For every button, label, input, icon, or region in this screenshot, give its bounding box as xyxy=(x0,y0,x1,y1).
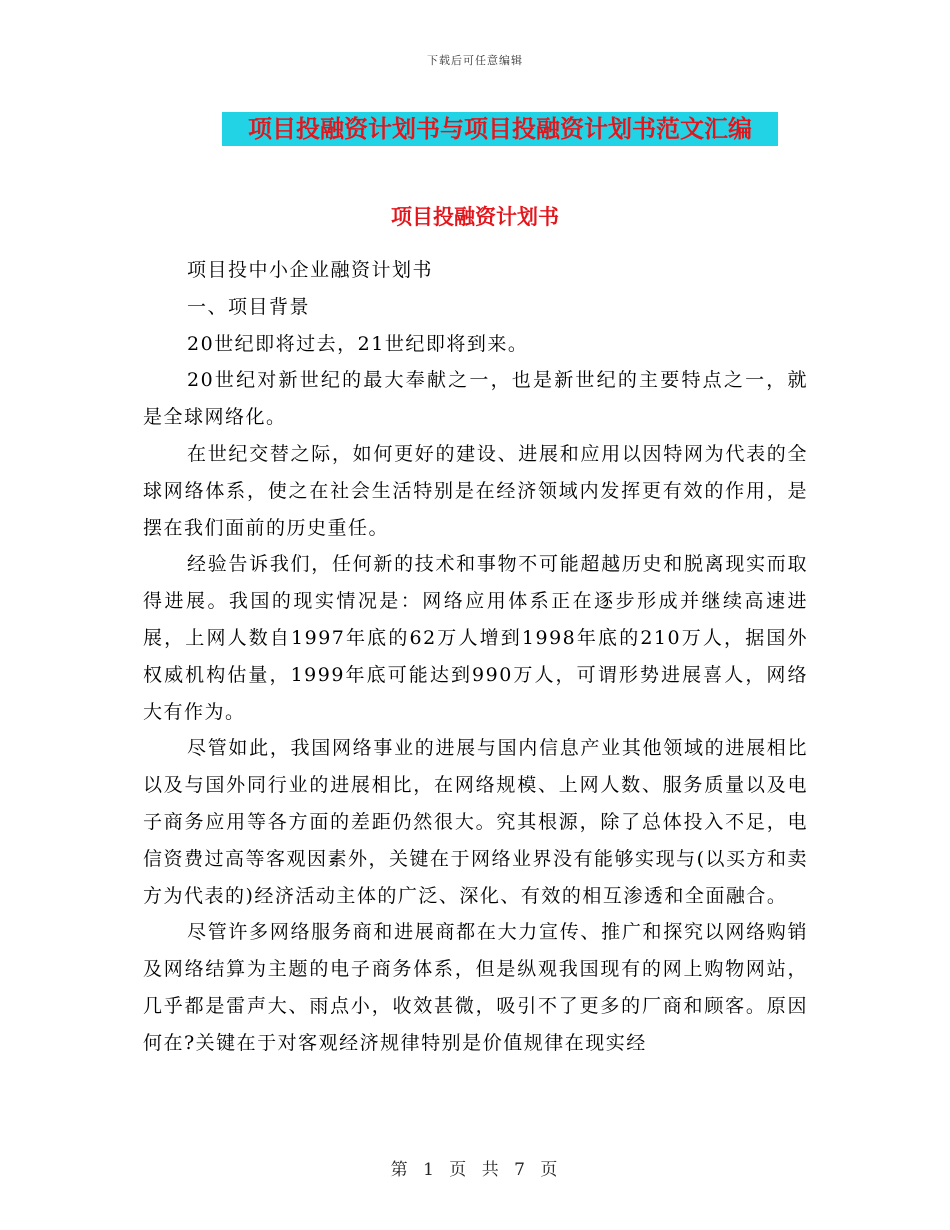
paragraph: 20世纪即将过去，21世纪即将到来。 xyxy=(187,332,529,355)
page-number-footer: 第 1 页 共 7 页 xyxy=(390,1160,560,1180)
paragraph: 尽管如此，我国网络事业的进展与国内信息产业其他领域的进展相比以及与国外同行业的进展相比，在网络规模、上网人数、服务质量以及电子商务应用等各方面的差距仍然很大。究其根源，除了总体投入不足，电信资费过高等客观因素外，关键在于网络业界没有能够实现与(以买方和卖方为代表的)经济活动主体的广泛、深化、有效的相互渗透和全面融合。 xyxy=(143,737,808,907)
paragraph: 20世纪对新世纪的最大奉献之一，也是新世纪的主要特点之一，就是全球网络化。 xyxy=(143,369,808,429)
paragraph: 项目投中小企业融资计划书 xyxy=(187,259,434,281)
section-title: 项目投融资计划书 xyxy=(391,204,559,229)
page-header-note: 下载后可任意编辑 xyxy=(427,54,523,67)
paragraph: 尽管许多网络服务商和进展商都在大力宣传、推广和探究以网络购销及网络结算为主题的电子商务体系，但是纵观我国现有的网上购物网站，几乎都是雷声大、雨点小，收效甚微，吸引不了更多的厂商和顾客。原因何在?关键在于对客观经济规律特别是价值规律在现实经 xyxy=(143,921,808,1054)
paragraph: 在世纪交替之际，如何更好的建设、进展和应用以因特网为代表的全球网络体系，使之在社会生活特别是在经济领域内发挥更有效的作用，是摆在我们面前的历史重任。 xyxy=(143,442,808,539)
paragraph: 经验告诉我们，任何新的技术和事物不可能超越历史和脱离现实而取得进展。我国的现实情况是：网络应用体系正在逐步形成并继续高速进展，上网人数自1997年底的62万人增到1998年底的210万人，据国外权威机构估量，1999年底可能达到990万人，可谓形势进展喜人，网络大有作为。 xyxy=(143,553,808,723)
body-text xyxy=(143,252,808,1062)
main-title: 项目投融资计划书与项目投融资计划书范文汇编 xyxy=(248,114,752,143)
main-title-highlight xyxy=(222,112,778,146)
paragraph: 一、项目背景 xyxy=(187,295,311,318)
